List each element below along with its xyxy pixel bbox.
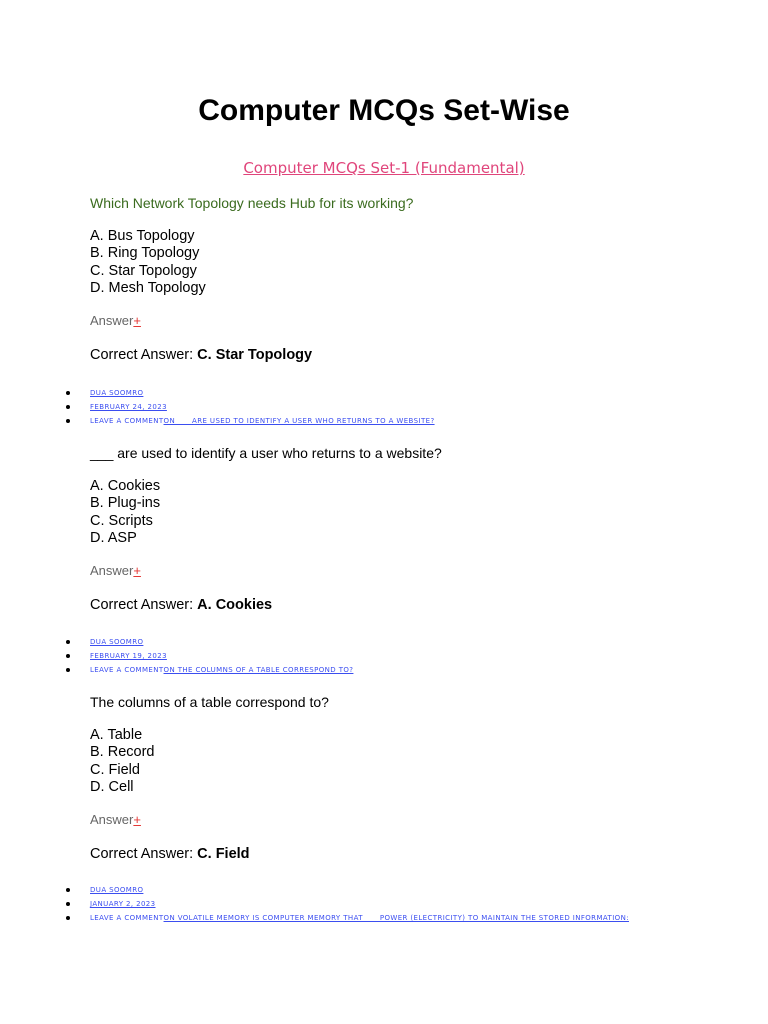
meta-author-item — [0, 635, 768, 649]
question-text: ___ are used to identify a user who returns to a website? — [90, 445, 442, 461]
leave-comment-label: LEAVE A COMMENT — [90, 666, 164, 674]
date-link[interactable]: JANUARY 2, 2023 — [90, 900, 156, 908]
date-link[interactable]: FEBRUARY 19, 2023 — [90, 652, 167, 660]
option-c: C. Scripts — [90, 512, 153, 529]
author-link[interactable]: DUA SOOMRO — [90, 638, 144, 646]
answer-toggle[interactable] — [90, 563, 730, 579]
option-d: D. Mesh Topology — [90, 279, 206, 296]
expand-plus-icon[interactable]: + — [133, 563, 141, 579]
leave-comment-link[interactable] — [90, 911, 629, 925]
leave-comment-link[interactable] — [90, 414, 435, 428]
options-list — [90, 228, 730, 297]
question-block — [90, 693, 730, 863]
meta-comment-item — [0, 414, 768, 428]
question-block — [90, 444, 730, 614]
correct-answer-prefix: Correct Answer: — [90, 597, 198, 614]
option-b: B. Ring Topology — [90, 245, 200, 262]
correct-answer — [90, 346, 730, 364]
bullet-icon — [66, 888, 70, 892]
option-a: A. Table — [90, 727, 143, 743]
comment-target-link[interactable]: ON ___ ARE USED TO IDENTIFY A USER WHO RETURNS TO A WEBSITE? — [163, 417, 435, 425]
set-title-link[interactable]: Computer MCQs Set-1 (Fundamental) — [243, 159, 525, 177]
answer-toggle[interactable] — [90, 812, 730, 828]
meta-date-item — [0, 897, 768, 911]
page-title: Computer MCQs Set-Wise — [198, 94, 570, 127]
bullet-icon — [66, 640, 70, 644]
answer-label: Answer — [90, 313, 134, 329]
correct-answer — [90, 596, 730, 614]
comment-target-link[interactable]: ON VOLATILE MEMORY IS COMPUTER MEMORY THAT ___ POWER (ELECTRICITY) TO MAINTAIN THE STORED INFORMATION: — [163, 914, 629, 922]
post-meta — [0, 635, 768, 677]
correct-answer-prefix: Correct Answer: — [90, 347, 198, 364]
option-b: B. Plug-ins — [90, 495, 161, 512]
options-list — [90, 727, 730, 796]
author-link[interactable]: DUA SOOMRO — [90, 389, 144, 397]
bullet-icon — [66, 405, 70, 409]
answer-label: Answer — [90, 812, 134, 828]
leave-comment-link[interactable] — [90, 663, 353, 677]
meta-comment-item — [0, 663, 768, 677]
correct-answer-value: A. Cookies — [197, 597, 273, 614]
meta-date-item — [0, 400, 768, 414]
question-text: Which Network Topology needs Hub for its working? — [90, 195, 414, 211]
question-block — [90, 194, 730, 364]
bullet-icon — [66, 419, 70, 423]
comment-target-link[interactable]: ON THE COLUMNS OF A TABLE CORRESPOND TO? — [163, 666, 354, 674]
option-d: D. Cell — [90, 778, 134, 795]
question-text: The columns of a table correspond to? — [90, 694, 329, 710]
bullet-icon — [66, 902, 70, 906]
expand-plus-icon[interactable]: + — [133, 313, 141, 329]
option-c: C. Field — [90, 761, 140, 778]
correct-answer-prefix: Correct Answer: — [90, 846, 198, 863]
leave-comment-label: LEAVE A COMMENT — [90, 914, 164, 922]
leave-comment-label: LEAVE A COMMENT — [90, 417, 164, 425]
correct-answer — [90, 845, 730, 863]
date-link[interactable]: FEBRUARY 24, 2023 — [90, 403, 167, 411]
bullet-icon — [66, 668, 70, 672]
option-a: A. Cookies — [90, 478, 161, 494]
bullet-icon — [66, 391, 70, 395]
expand-plus-icon[interactable]: + — [133, 812, 141, 828]
post-meta — [0, 883, 768, 925]
options-list — [90, 478, 730, 547]
meta-author-item — [0, 883, 768, 897]
bullet-icon — [66, 916, 70, 920]
post-meta — [0, 386, 768, 428]
meta-date-item — [0, 649, 768, 663]
option-d: D. ASP — [90, 529, 137, 546]
correct-answer-value: C. Field — [197, 846, 250, 863]
answer-toggle[interactable] — [90, 313, 730, 329]
option-a: A. Bus Topology — [90, 228, 195, 244]
option-b: B. Record — [90, 744, 155, 761]
meta-author-item — [0, 386, 768, 400]
answer-label: Answer — [90, 563, 134, 579]
author-link[interactable]: DUA SOOMRO — [90, 886, 144, 894]
correct-answer-value: C. Star Topology — [197, 347, 313, 364]
bullet-icon — [66, 654, 70, 658]
option-c: C. Star Topology — [90, 262, 197, 279]
meta-comment-item — [0, 911, 768, 925]
